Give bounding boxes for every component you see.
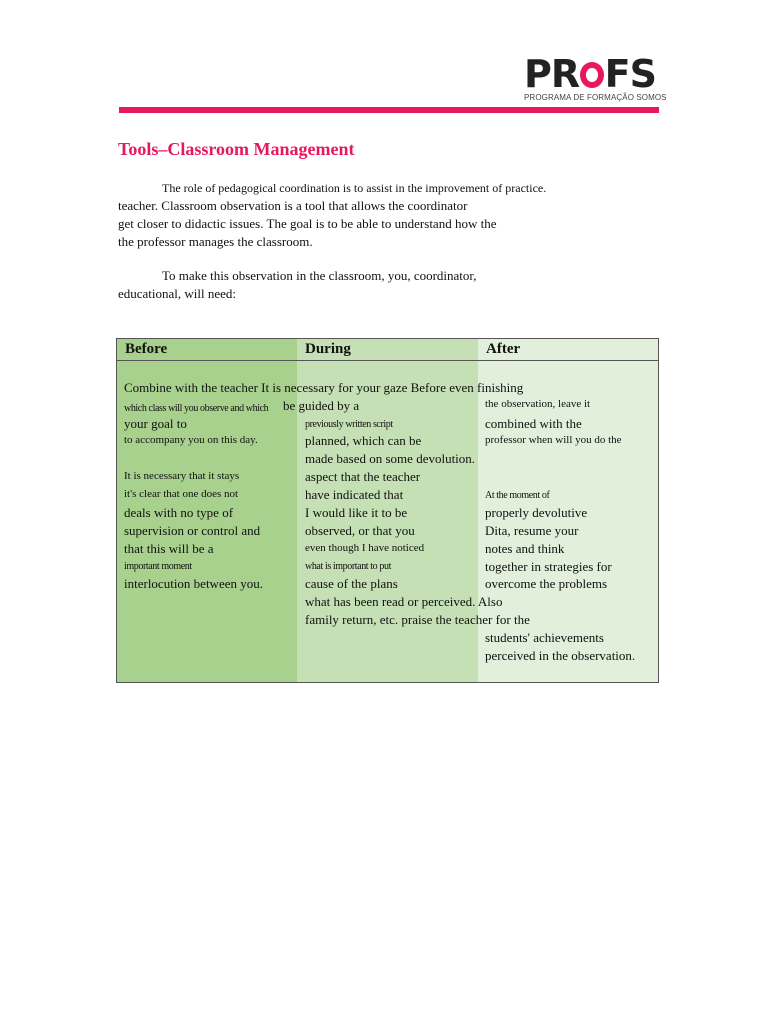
table-line: perceived in the observation. — [485, 648, 636, 663]
table-line: that this will be a — [124, 541, 214, 556]
table-line: I would like it to be — [305, 505, 408, 520]
table-line: be guided by a — [283, 398, 360, 413]
table-line: it's clear that one does not — [124, 488, 239, 500]
logo-wordmark: PR FS — [524, 52, 656, 96]
table-line: At the moment of — [485, 490, 550, 501]
intro-line: educational, will need: — [118, 286, 237, 301]
table-line: what has been read or perceived. Also — [305, 594, 503, 609]
table-line: cause of the plans — [305, 576, 398, 591]
table-line: properly devolutive — [485, 505, 588, 520]
table-line: overcome the problems — [485, 576, 608, 591]
table-line: combined with the — [485, 416, 582, 431]
table-line: previously written script — [305, 419, 393, 430]
table-line: to accompany you on this day. — [124, 434, 258, 446]
table-line: supervision or control and — [124, 523, 261, 538]
table-line: what is important to put — [305, 561, 391, 572]
intro-line: teacher. Classroom observation is a tool that allows the coordinator — [118, 198, 468, 213]
table-line: students' achievements — [485, 630, 604, 645]
table-line: aspect that the teacher — [305, 469, 421, 484]
intro-line: get closer to didactic issues. The goal is to be able to understand how the — [118, 216, 497, 231]
table-line: even though I have noticed — [305, 542, 425, 554]
table-line: planned, which can be — [305, 433, 422, 448]
table-line: observed, or that you — [305, 523, 415, 538]
table-line: Dita, resume your — [485, 523, 579, 538]
table-line: family return, etc. praise the teacher for the — [305, 612, 530, 627]
table-line: the observation, leave it — [485, 398, 591, 410]
table-line: made based on some devolution. — [305, 451, 476, 466]
table-line: your goal to — [124, 416, 187, 431]
table-line: together in strategies for — [485, 559, 612, 574]
table-line: interlocution between you. — [124, 576, 263, 591]
page-title: Tools–Classroom Management — [118, 139, 355, 159]
intro-line: To make this observation in the classroom, you, coordinator, — [162, 268, 477, 283]
intro-line: The role of pedagogical coordination is to assist in the improvement of practice. — [162, 181, 547, 195]
column-header-during: During — [297, 339, 478, 361]
logo-tagline: PROGRAMA DE FORMAÇÃO SOMOS — [524, 93, 667, 102]
table-line: deals with no type of — [124, 505, 234, 520]
table-line: which class will you observe and which — [124, 403, 269, 414]
column-header-before: Before — [117, 339, 297, 361]
table-line: have indicated that — [305, 487, 404, 502]
table-line: professor when will you do the — [485, 434, 622, 446]
column-header-after: After — [478, 339, 658, 361]
intro-line: the professor manages the classroom. — [118, 234, 313, 249]
table-line: It is necessary that it stays — [124, 470, 240, 482]
table-line: Combine with the teacher It is necessary for your gaze Before even finishing — [124, 380, 524, 395]
table-line: notes and think — [485, 541, 565, 556]
table-line: important moment — [124, 561, 192, 572]
